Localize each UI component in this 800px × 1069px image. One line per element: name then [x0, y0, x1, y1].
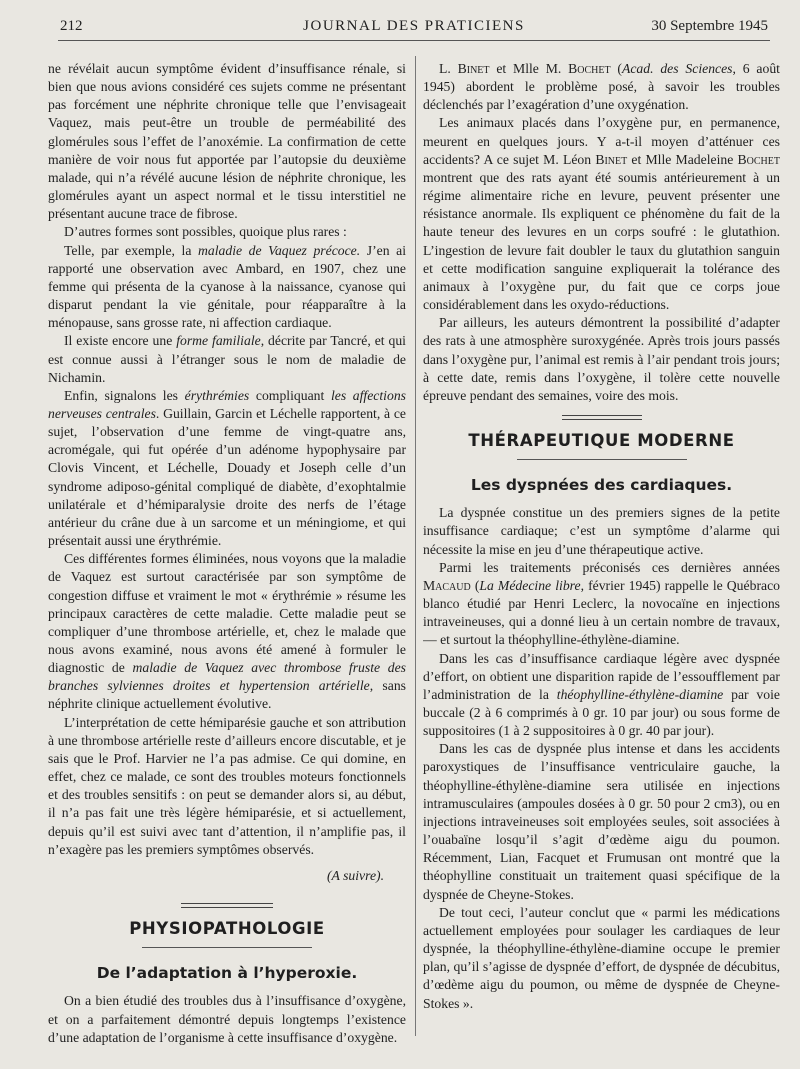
section-title: PHYSIOPATHOLOGIE: [129, 919, 325, 939]
paragraph: Dans les cas d’insuffisance cardiaque légère avec dyspnée d’effort, on obtient une disparition rapide de l’essoufflement par l’administration de la théophylline-éthylène-diamine par voie buccale (2 à 6 comprimés à 0 gr. 10 par jour) ou sous forme de suppositoires (1 à 2 suppositoires à 0 gr. 40 par jour).: [423, 650, 780, 739]
paragraph: De tout ceci, l’auteur conclut que « parmi les médications actuellement employées pour soulager les cardiaques de leur dyspnée, la théophylline-éthylène-diamine occupe le premier plan, qu’il s’agisse de dyspnée d’effort, de dyspnée de décubitus, d’œdème aigu du poumon, ou même de dyspnée de Cheyne-Stokes ».: [423, 904, 780, 1011]
section-title: THÉRAPEUTIQUE MODERNE: [468, 430, 735, 450]
title-rule: [142, 947, 312, 948]
article-title: De l’adaptation à l’hyperoxie.: [96, 964, 358, 983]
section-separator: [181, 903, 273, 908]
paragraph: Par ailleurs, les auteurs démontrent la possibilité d’adapter des rats à une atmosphère suroxygénée. Après trois jours passés dans l’oxygène pur, l’animal est remis à l’air pendant trois jours; à cette date, remis dans l’oxygène, il tolère cette nouvelle épreuve pendant des semaines, voire des mois.: [423, 315, 780, 403]
paragraph: Il existe encore une forme familiale, décrite par Tancré, et qui est connue aussi à l’étranger sous le nom de maladie de Nichamin.: [48, 333, 406, 385]
paragraph: ne révélait aucun symptôme évident d’insuffisance rénale, si bien que nous avions considéré ces sujets comme ne présentant pas forcément une néphrite chronique telle que l’envisageait Vaquez, mais peut-être un trouble de perméabilité des glomérules sous l’effet de l’anoxémie. La confirmation de cette manière de voir nous fut apportée par l’autopsie du deuxième malade, qui n’a révélé aucune lésion de néphrite chronique, les glomérules ayant un aspect normal et le tissu interstitiel ne présentant aucune trace de fibrose.: [48, 61, 406, 222]
paragraph: La dyspnée constitue un des premiers signes de la petite insuffisance cardiaque; c’est un symptôme d’alarme qui nécessite la mise en jeu d’une thérapeutique active.: [423, 505, 780, 557]
title-rule: [517, 459, 687, 460]
paragraph: Telle, par exemple, la maladie de Vaquez précoce. J’en ai rapporté une observation avec Ambard, en 1907, chez une femme qui présenta de la cyanose à la naissance, cyanose qui disparut pendant la vie génitale, pour réapparaître à la ménopause, sans grosse rate, ni affection cardiaque.: [48, 242, 406, 331]
paragraph: Les animaux placés dans l’oxygène pur, en permanence, meurent en quelques jours. Y a-t-il moyen d’atténuer ces accidents? A ce sujet M. Léon Binet et Mlle Madeleine Bochet montrent que des rats ayant été soumis antérieurement à un régime alimentaire riche en levure, peuvent présenter une résistance anormale. Ils expliquent ce phénomène du fait de la haute teneur des levures en un corps soufré : le glutathion. L’ingestion de levure fait doubler le taux du glutathion sanguin et cette modification sanguine expliquerait la tolérance des animaux à l’oxygène pur, du fait que ce corps joue considérablement dans les oxydo-réductions.: [423, 115, 780, 313]
paragraph: On a bien étudié des troubles dus à l’insuffisance d’oxygène, et on a parfaitement démontré depuis longtemps l’existence d’une adaptation de l’organisme à cette insuffisance d’oxygène.: [48, 993, 406, 1045]
paragraph: L. Binet et Mlle M. Bochet (Acad. des Sciences, 6 août 1945) abordent le problème posé, à savoir les troubles déclenchés par l’exagération d’une oxygénation.: [423, 61, 780, 113]
paragraph: Dans les cas de dyspnée plus intense et dans les accidents paroxystiques de l’insuffisance ventriculaire gauche, la théophylline-éthylène-diamine sera utilisée en injections intramusculaires (ampoules dosées à 0 gr. 50 pour 2 cm3), ou en injections intraveineuses soit employées seules, soit associées à l’ouabaïne losqu’il s’agit d’œdème aigu du poumon. Récemment, Lian, Facquet et Frumusan ont montré que la théophylline constituait un traitement quasi spécifique de la dyspnée de Cheyne-Stokes.: [423, 741, 780, 902]
section-separator: [562, 415, 642, 420]
page-header: [58, 14, 770, 41]
page-number: 212: [60, 18, 83, 34]
article-title: Les dyspnées des cardiaques.: [470, 476, 733, 495]
paragraph: Parmi les traitements préconisés ces dernières années Macaud (La Médecine libre, février 1945) rappelle le Québraco blanco étudié par Henri Leclerc, la novocaïne en injections intraveineuses, qui a donné lieu à un certain nombre de travaux, — et surtout la théophylline-éthylène-diamine.: [423, 559, 780, 648]
paragraph: D’autres formes sont possibles, quoique plus rares :: [64, 224, 347, 240]
left-column: [48, 60, 406, 1060]
right-column: [423, 60, 780, 1060]
paragraph: L’interprétation de cette hémiparésie gauche et son attribution à une thrombose artérielle reste d’ailleurs encore discutable, et je sais que le Prof. Harvier ne l’a pas admise. Ce qui domine, en effet, chez ce malade, ce sont des troubles moteurs fonctionnels et des troubles sensitifs : on peut se demander alors si, au début, il n’a pas fait une très légère hémiparésie, et si actuellement, depuis qu’il est suivi avec tant d’attention, il n’amplifie pas, il n’exagère pas les premiers symptômes observés.: [48, 714, 406, 857]
paragraph: Ces différentes formes éliminées, nous voyons que la maladie de Vaquez est surtout caractérisée par son symptôme de congestion diffuse et vraiment le mot « érythrémie » résume les principaux caractères de cette maladie. Cette maladie peut se compliquer d’une thrombose artérielle, et, chez le malade que nous avons examiné, nous avons été amené à formuler le diagnostic de maladie de Vaquez avec thrombose fruste des branches sylviennes droites et hypertension artérielle, sans néphrite clinique actuellement évolutive.: [48, 551, 406, 712]
journal-title: JOURNAL DES PRATICIENS: [303, 18, 525, 34]
to-be-continued: (A suivre).: [326, 867, 384, 883]
paragraph: Enfin, signalons les érythrémies compliquant les affections nerveuses centrales. Guillain, Garcin et Léchelle rapportent, à ce sujet, l’observation d’une femme de vingt-quatre ans, acromégale, qui fut opérée d’un adénome hypophysaire par Clovis Vincent, et Léchelle, Douady et Joseph celle d’un syndrome adiposo-génital compliqué de diabète, d’exophtalmie unilatérale et d’hémiparalysie droite des nerfs de l’étage antérieur du crâne due à un sarcome et un méningiome, et qui présentait aussi une érythrémie.: [48, 387, 406, 549]
column-divider: [415, 56, 416, 1036]
issue-date: 30 Septembre 1945: [651, 18, 768, 34]
